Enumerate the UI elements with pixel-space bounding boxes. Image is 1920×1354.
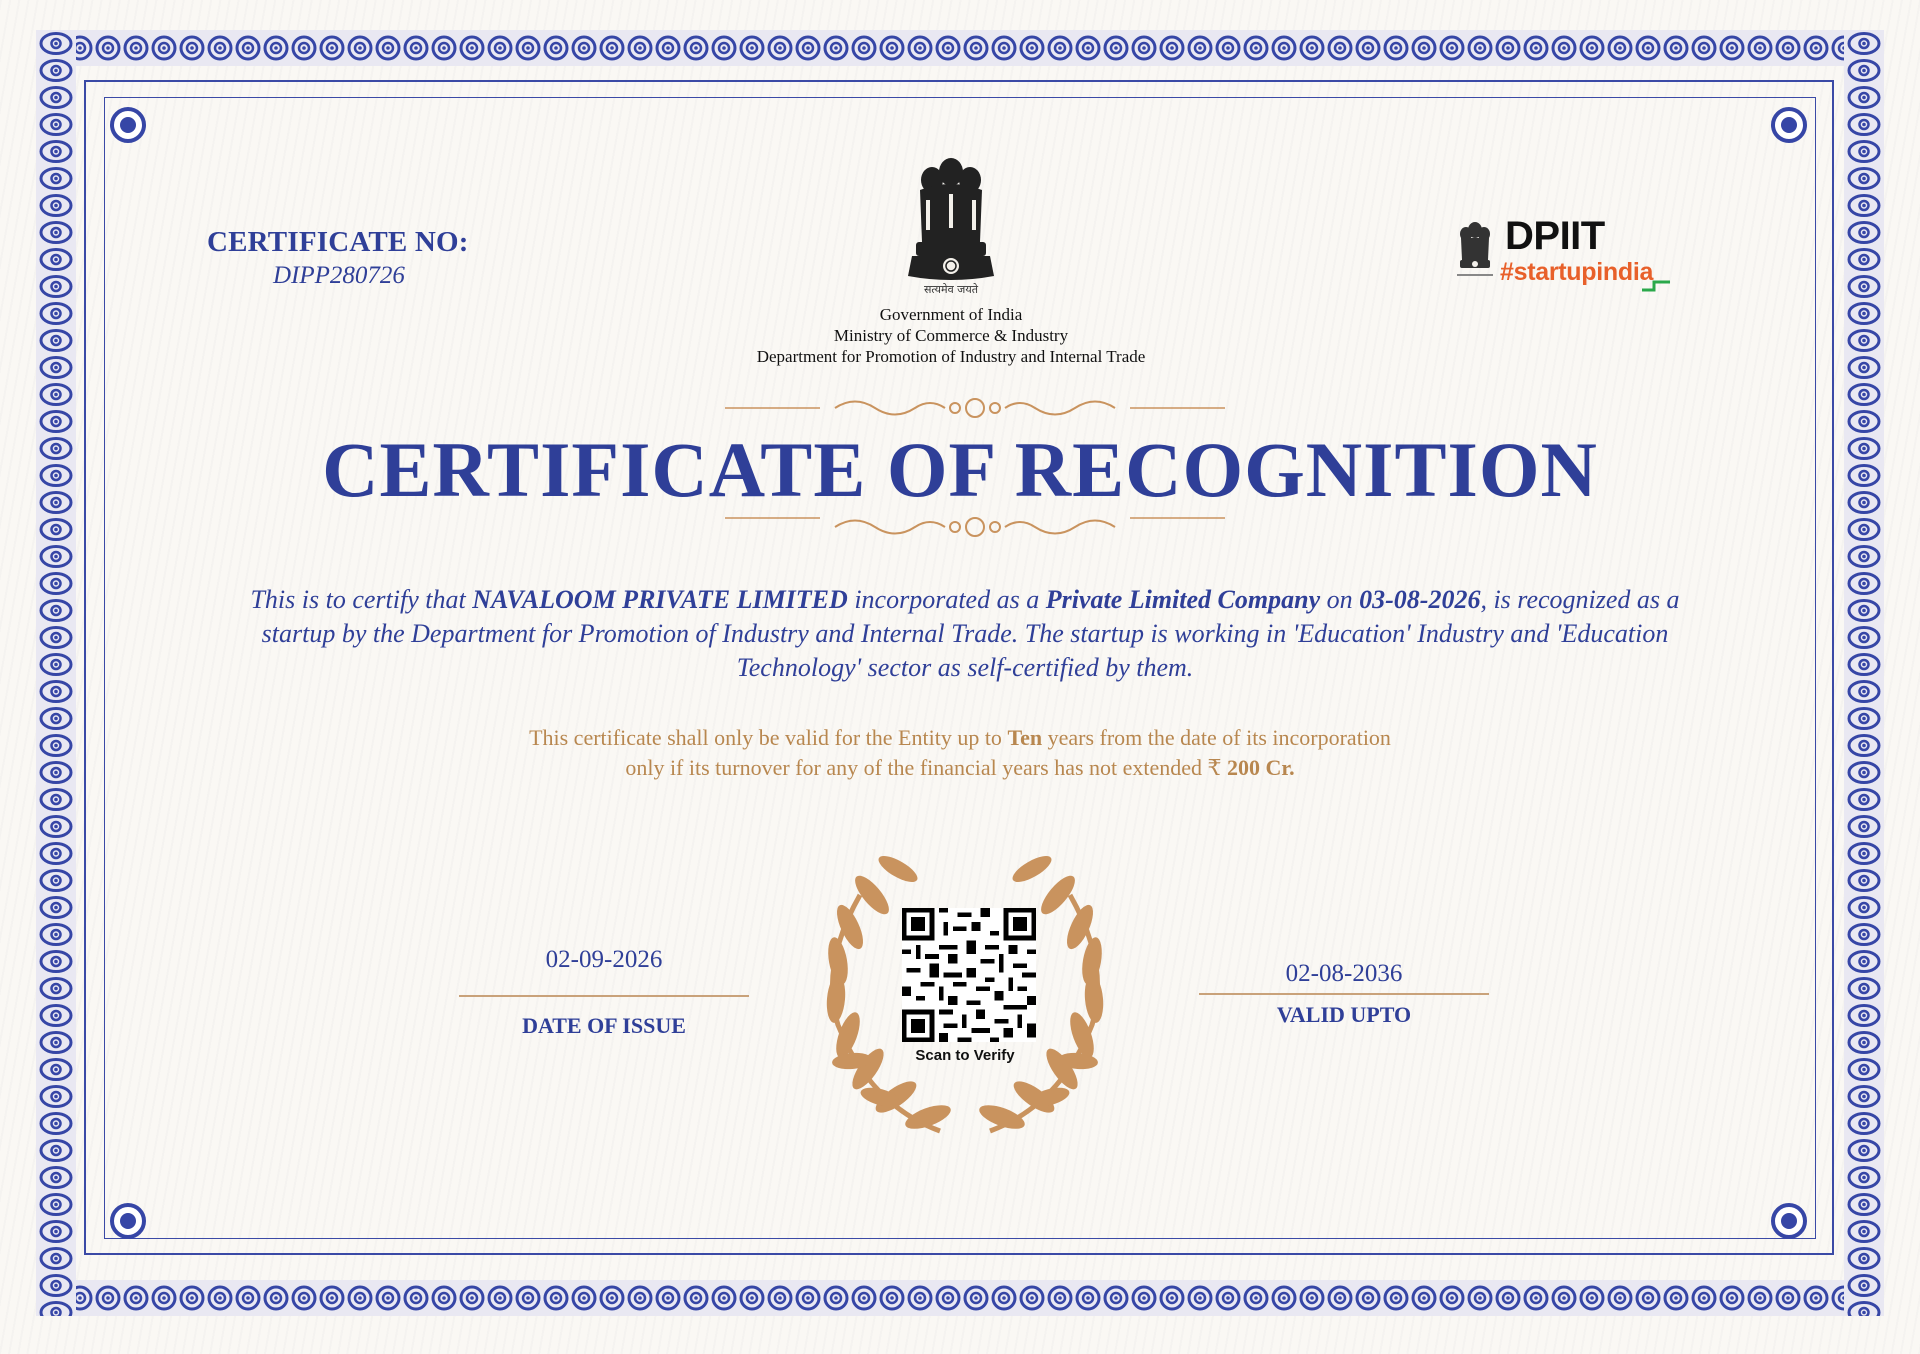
company-type: Private Limited Company xyxy=(1045,585,1321,614)
certification-statement xyxy=(220,583,1710,685)
corner-ring-top-left xyxy=(110,107,146,143)
statement-intro: This is to certify that xyxy=(250,585,473,614)
validity-part2: years from the date of its incorporation xyxy=(1042,725,1391,750)
dpiit-logo xyxy=(1455,214,1685,290)
validity-part1: This certificate shall only be valid for the Entity up to xyxy=(529,725,1008,750)
flourish-bottom-icon xyxy=(725,512,1225,542)
government-line: Government of India xyxy=(879,305,1023,324)
department-line: Department for Promotion of Industry and Internal Trade xyxy=(756,347,1146,366)
company-name: NAVALOOM PRIVATE LIMITED xyxy=(472,585,848,614)
validity-years: Ten xyxy=(1007,725,1043,750)
flourish-top-icon xyxy=(725,393,1225,423)
valid-upto-line xyxy=(1199,993,1489,995)
corner-ring-top-right xyxy=(1771,107,1807,143)
valid-upto-label: VALID UPTO xyxy=(1276,1002,1412,1027)
validity-part3: only if its turnover for any of the financial years has not extended ₹ xyxy=(625,755,1228,780)
startupindia-tagline: #startupindia xyxy=(1500,258,1654,286)
statement-mid1: incorporated as a xyxy=(847,585,1046,614)
border-pattern-bottom xyxy=(38,1280,1882,1316)
validity-note xyxy=(300,723,1620,783)
incorporation-date: 03-08-2026 xyxy=(1359,585,1481,614)
ministry-line: Ministry of Commerce & Industry xyxy=(833,326,1069,345)
corner-ring-bottom-left xyxy=(110,1203,146,1239)
issue-date-value: 02-09-2026 xyxy=(545,946,663,973)
border-pattern-top xyxy=(38,30,1882,66)
national-emblem-icon xyxy=(898,150,1004,300)
border-pattern-left xyxy=(36,30,76,1316)
startupindia-arrow-icon xyxy=(1640,278,1680,292)
turnover-limit: 200 Cr. xyxy=(1227,755,1295,780)
dpiit-emblem-icon xyxy=(1455,220,1495,284)
valid-upto-value: 02-08-2036 xyxy=(1285,960,1403,987)
certificate-title: CERTIFICATE OF RECOGNITION xyxy=(322,426,1598,513)
qr-code[interactable] xyxy=(902,908,1036,1042)
statement-rest: , is recognized as a startup by the Department for Promotion of Industry and Internal Trade. The startup is working in 'Education' Industry and 'Education Technology' sector as self-certified by them. xyxy=(261,585,1680,682)
issue-date-line xyxy=(459,995,749,997)
border-pattern-right xyxy=(1844,30,1884,1316)
certificate-no-label: CERTIFICATE NO: xyxy=(207,226,469,258)
certificate-no-value: DIPP280726 xyxy=(273,262,405,289)
corner-ring-bottom-right xyxy=(1771,1203,1807,1239)
issue-date-label: DATE OF ISSUE xyxy=(522,1013,686,1038)
statement-mid2: on xyxy=(1320,585,1360,614)
dpiit-wordmark: DPIIT xyxy=(1505,214,1605,258)
scan-to-verify-caption: Scan to Verify xyxy=(915,1047,1015,1064)
emblem-motto: सत्यमेव जयते xyxy=(923,283,978,296)
